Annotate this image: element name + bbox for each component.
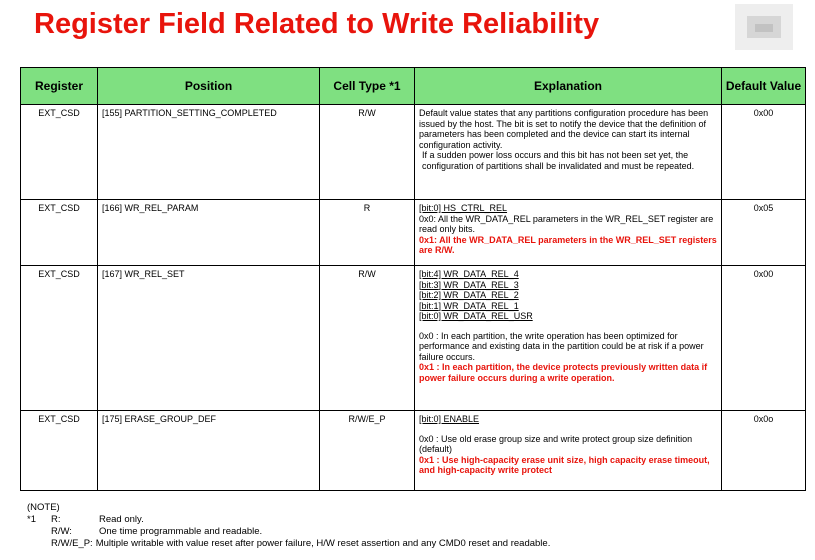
bit-field-label: [bit:4] WR_DATA_REL_4	[419, 269, 519, 279]
position-cell: [175] ERASE_GROUP_DEF	[98, 411, 320, 491]
default-value-cell: 0x0o	[722, 411, 806, 491]
default-value-cell: 0x00	[722, 105, 806, 200]
table-row	[21, 105, 806, 200]
bit-field-label: [bit:0] WR_DATA_REL_USR	[419, 311, 533, 321]
explanation-cell	[415, 411, 722, 491]
default-value-cell: 0x05	[722, 200, 806, 266]
logo-image	[735, 4, 793, 50]
bit-field-label: [bit:3] WR_DATA_REL_3	[419, 279, 519, 290]
highlight-text: 0x1: All the WR_DATA_REL parameters in the WR_REL_SET registers are R/W.	[419, 234, 717, 255]
explanation-text: If a sudden power loss occurs and this bit has not been set yet, the configuration of partitions shall be invalidated and must be repeated.	[422, 150, 695, 171]
register-table	[20, 67, 806, 491]
explanation-cell	[415, 266, 722, 411]
note-text: Multiple writable with value reset after power failure, H/W reset assertion and any CMD0 reset and readable.	[95, 538, 551, 549]
default-value-cell: 0x00	[722, 266, 806, 411]
bit-field-label: [bit:1] WR_DATA_REL_1	[419, 300, 519, 311]
header-cell-type: Cell Type *1	[320, 68, 415, 105]
highlight-text: 0x1 : In each partition, the device protects previously written data if power failure occurs during a write operation.	[419, 362, 708, 383]
note-text: One time programmable and readable.	[99, 526, 263, 537]
table-header-row	[21, 68, 806, 105]
header-explanation: Explanation	[415, 68, 722, 105]
explanation-text: 0x0 : In each partition, the write operation has been optimized for performance and existing data in the partition could be at risk if a power failure occurs.	[419, 330, 704, 362]
table-row	[21, 200, 806, 266]
header-default-value: Default Value	[722, 68, 806, 105]
note-item	[27, 538, 550, 550]
notes-heading: (NOTE)	[27, 502, 60, 513]
header-position: Position	[98, 68, 320, 105]
cell-type-cell: R	[320, 200, 415, 266]
note-key: R/W/E_P:	[51, 538, 93, 549]
position-cell: [166] WR_REL_PARAM	[98, 200, 320, 266]
cell-type-cell: R/W	[320, 266, 415, 411]
explanation-text: 0x0 : Use old erase group size and write protect group size definition (default)	[419, 433, 693, 454]
explanation-text: Default value states that any partitions configuration procedure has been issued by the host. The bit is set to notify the device that the definition of parameters has been completed and the device can start its internal configuration activity.	[419, 108, 709, 150]
table-row	[21, 266, 806, 411]
bit-field-label: [bit:2] WR_DATA_REL_2	[419, 290, 519, 300]
position-cell: [155] PARTITION_SETTING_COMPLETED	[98, 105, 320, 200]
explanation-text: 0x0: All the WR_DATA_REL parameters in the WR_REL_SET register are read only bits.	[419, 213, 714, 234]
register-cell: EXT_CSD	[21, 105, 98, 200]
note-text: Read only.	[99, 514, 144, 525]
register-cell: EXT_CSD	[21, 200, 98, 266]
note-item	[27, 514, 550, 526]
highlight-text: 0x1 : Use high-capacity erase unit size, high capacity erase timeout, and high-capacity write protect	[419, 454, 710, 475]
position-cell: [167] WR_REL_SET	[98, 266, 320, 411]
header-register: Register	[21, 68, 98, 105]
note-item	[27, 526, 550, 538]
bit-field-label: [bit:0] ENABLE	[419, 414, 480, 424]
bit-field-label: [bit:0] HS_CTRL_REL	[419, 203, 508, 213]
note-key: R:	[51, 514, 61, 525]
cell-type-cell: R/W	[320, 105, 415, 200]
note-key: R/W:	[51, 526, 72, 537]
notes-section	[27, 502, 550, 550]
page-title: Register Field Related to Write Reliability	[34, 8, 600, 40]
register-cell: EXT_CSD	[21, 266, 98, 411]
explanation-cell	[415, 200, 722, 266]
table-row	[21, 411, 806, 491]
cell-type-cell: R/W/E_P	[320, 411, 415, 491]
register-cell: EXT_CSD	[21, 411, 98, 491]
note-marker: *1	[27, 514, 36, 525]
explanation-cell	[415, 105, 722, 200]
